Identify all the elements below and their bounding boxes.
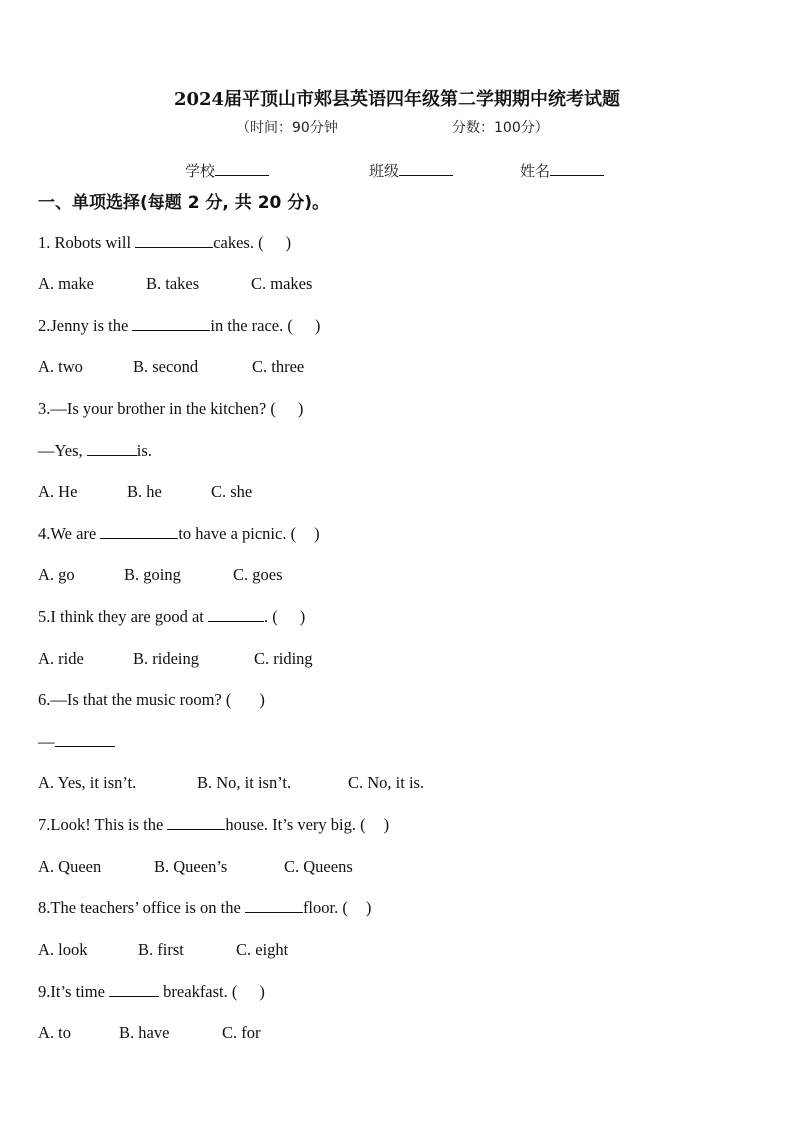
question-text: cakes. ( — [213, 233, 264, 252]
name-label: 姓名 — [520, 162, 551, 180]
question-2 — [38, 316, 320, 336]
question-text: 5.I think they are good at — [38, 607, 208, 626]
option-b[interactable]: B. first — [138, 940, 184, 959]
question-text: 2.Jenny is the — [38, 316, 133, 335]
question-8 — [38, 898, 371, 918]
answer-blank[interactable] — [208, 607, 264, 622]
option-c[interactable]: C. eight — [236, 940, 289, 959]
answer-blank[interactable] — [245, 898, 303, 913]
answer-blank[interactable] — [100, 524, 178, 539]
option-b[interactable]: B. rideing — [133, 649, 199, 668]
answer-blank[interactable] — [109, 982, 159, 997]
option-a[interactable]: A. He — [38, 482, 78, 501]
option-c[interactable]: C. Queens — [284, 857, 353, 876]
answer-paren: ) — [314, 316, 321, 335]
class-blank[interactable] — [399, 161, 453, 176]
option-b[interactable]: B. have — [119, 1023, 170, 1042]
reply-text: — — [38, 732, 55, 751]
answer-paren: ) — [297, 399, 304, 418]
option-c[interactable]: C. riding — [254, 649, 313, 668]
question-1 — [38, 233, 291, 253]
option-c[interactable]: C. makes — [251, 274, 313, 293]
question-text: 8.The teachers’ office is on the — [38, 898, 245, 917]
option-c[interactable]: C. she — [211, 482, 253, 501]
option-a[interactable]: A. ride — [38, 649, 84, 668]
answer-paren: ) — [285, 233, 292, 252]
question-6-reply — [38, 732, 115, 752]
class-label: 班级 — [369, 162, 400, 180]
option-a[interactable]: A. two — [38, 357, 83, 376]
question-text: floor. ( — [302, 898, 348, 917]
option-a[interactable]: A. look — [38, 940, 88, 959]
option-c[interactable]: C. No, it is. — [348, 773, 425, 792]
answer-paren: ) — [259, 982, 265, 1001]
exam-score: 分数：100分） — [452, 120, 549, 136]
question-text: 4.We are — [38, 524, 101, 543]
question-text: house. It’s very big. ( — [225, 815, 366, 834]
reply-text: is. — [136, 441, 152, 460]
option-c[interactable]: C. for — [222, 1023, 261, 1042]
option-a[interactable]: A. make — [38, 274, 94, 293]
question-7 — [38, 815, 389, 835]
exam-time: （时间：90分钟 — [236, 120, 338, 136]
option-c[interactable]: C. goes — [233, 565, 283, 584]
question-3-reply — [38, 441, 152, 461]
question-text: 1. Robots will — [38, 233, 136, 252]
question-text: 9.It’s time — [38, 982, 110, 1001]
answer-paren: ) — [299, 607, 306, 626]
class-field[interactable] — [369, 160, 453, 181]
question-text: 6.—Is that the music room? ( — [38, 690, 232, 709]
answer-paren: ) — [365, 898, 372, 917]
section-heading: 一、单项选择(每题 2 分, 共 20 分)。 — [38, 193, 330, 213]
answer-paren: ) — [314, 524, 320, 543]
answer-blank[interactable] — [87, 441, 137, 456]
question-text: to have a picnic. ( — [178, 524, 297, 543]
option-b[interactable]: B. second — [133, 357, 199, 376]
question-6 — [38, 690, 265, 710]
option-b[interactable]: B. Queen’s — [154, 857, 228, 876]
option-a[interactable]: A. Queen — [38, 857, 102, 876]
option-a[interactable]: A. to — [38, 1023, 71, 1042]
name-blank[interactable] — [550, 161, 604, 176]
question-9 — [38, 982, 265, 1002]
option-a[interactable]: A. go — [38, 565, 75, 584]
question-4 — [38, 524, 320, 544]
reply-text: —Yes, — [38, 441, 87, 460]
question-text: in the race. ( — [210, 316, 293, 335]
question-text: 7.Look! This is the — [38, 815, 168, 834]
answer-blank[interactable] — [135, 233, 213, 248]
school-blank[interactable] — [215, 161, 269, 176]
question-text: 3.—Is your brother in the kitchen? ( — [38, 399, 276, 418]
answer-paren: ) — [383, 815, 390, 834]
question-5 — [38, 607, 305, 627]
question-text: breakfast. ( — [159, 982, 238, 1001]
answer-blank[interactable] — [132, 316, 210, 331]
option-b[interactable]: B. he — [127, 482, 162, 501]
option-b[interactable]: B. takes — [146, 274, 200, 293]
page-title: 2024届平顶山市郏县英语四年级第二学期期中统考试题 — [173, 89, 621, 110]
answer-blank[interactable] — [55, 732, 115, 747]
school-field[interactable] — [185, 160, 269, 181]
option-b[interactable]: B. No, it isn’t. — [197, 773, 292, 792]
option-b[interactable]: B. going — [124, 565, 181, 584]
option-c[interactable]: C. three — [252, 357, 305, 376]
question-3 — [38, 399, 303, 419]
answer-paren: ) — [259, 690, 265, 709]
name-field[interactable] — [520, 160, 604, 181]
option-a[interactable]: A. Yes, it isn’t. — [38, 773, 137, 792]
question-text: . ( — [264, 607, 278, 626]
answer-blank[interactable] — [167, 815, 225, 830]
school-label: 学校 — [185, 162, 216, 180]
